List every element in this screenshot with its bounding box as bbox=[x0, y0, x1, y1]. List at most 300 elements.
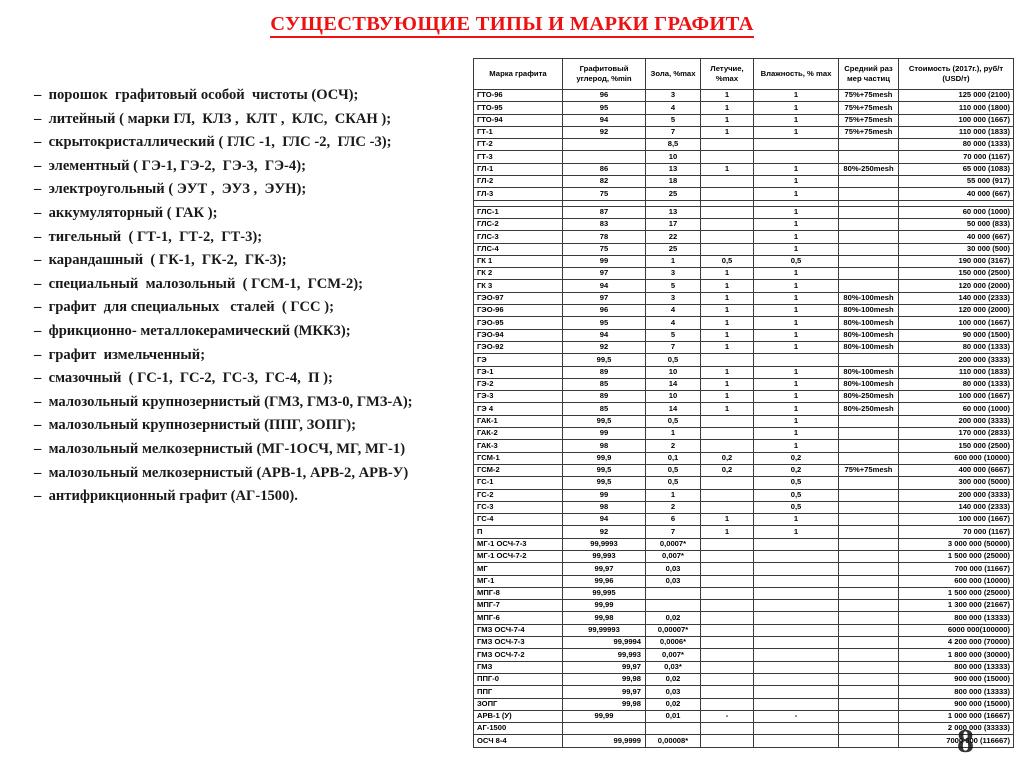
table-row[interactable] bbox=[474, 317, 1014, 329]
table-cell-vol bbox=[701, 624, 754, 636]
table-cell-size bbox=[839, 587, 899, 599]
table-cell-hum bbox=[754, 587, 839, 599]
table-cell-ash: 0,03 bbox=[646, 686, 701, 698]
table-cell-cost: 70 000 (1167) bbox=[899, 151, 1014, 163]
table-cell-cost: 3 000 000 (50000) bbox=[899, 538, 1014, 550]
table-cell-cost: 900 000 (15000) bbox=[899, 673, 1014, 685]
table-cell-carbon: 99,97 bbox=[563, 563, 646, 575]
table-cell-carbon: 99,9999 bbox=[563, 735, 646, 747]
table-cell-cost: 1 800 000 (30000) bbox=[899, 649, 1014, 661]
table-cell-ash: 7 bbox=[646, 341, 701, 353]
table-cell-vol bbox=[701, 176, 754, 188]
table-cell-cost: 110 000 (1833) bbox=[899, 366, 1014, 378]
table-cell-mark: ГСМ-1 bbox=[474, 452, 563, 464]
table-cell-size bbox=[839, 649, 899, 661]
table-cell-hum: 1 bbox=[754, 526, 839, 538]
table-cell-cost: 6000 000(100000) bbox=[899, 624, 1014, 636]
table-cell-cost: 120 000 (2000) bbox=[899, 280, 1014, 292]
table-cell-size: 80%-100mesh bbox=[839, 317, 899, 329]
table-cell-carbon: 99,9994 bbox=[563, 637, 646, 649]
table-cell-vol bbox=[701, 550, 754, 562]
table-cell-vol: - bbox=[701, 710, 754, 722]
table-row[interactable] bbox=[474, 673, 1014, 685]
table-cell-ash: 10 bbox=[646, 391, 701, 403]
table-row[interactable] bbox=[474, 477, 1014, 489]
table-cell-hum: 1 bbox=[754, 243, 839, 255]
table-cell-size bbox=[839, 624, 899, 636]
table-row[interactable] bbox=[474, 139, 1014, 151]
table-cell-carbon: 99 bbox=[563, 489, 646, 501]
graphite-types-list bbox=[34, 84, 462, 509]
table-row[interactable] bbox=[474, 90, 1014, 102]
table-cell-ash: 17 bbox=[646, 218, 701, 230]
table-cell-ash: 1 bbox=[646, 428, 701, 440]
table-row[interactable] bbox=[474, 428, 1014, 440]
table-row[interactable] bbox=[474, 649, 1014, 661]
table-cell-vol bbox=[701, 649, 754, 661]
table-cell-ash: 4 bbox=[646, 305, 701, 317]
table-column-header: Влажность, % max bbox=[754, 59, 839, 90]
graphite-type-item: – малозольный крупнозернистый (ГМЗ, ГМЗ-0, ГМЗ-А); bbox=[34, 393, 413, 410]
table-cell-ash: 0,03 bbox=[646, 575, 701, 587]
table-cell-carbon: 94 bbox=[563, 114, 646, 126]
table-cell-vol: 1 bbox=[701, 514, 754, 526]
table-cell-ash: 7 bbox=[646, 526, 701, 538]
table-cell-carbon: 78 bbox=[563, 231, 646, 243]
table-cell-mark: ГТ-2 bbox=[474, 139, 563, 151]
table-row[interactable] bbox=[474, 587, 1014, 599]
table-cell-vol bbox=[701, 243, 754, 255]
graphite-type-item: – карандашный ( ГК-1, ГК-2, ГК-3); bbox=[34, 252, 287, 269]
table-cell-mark: ГМЗ ОСЧ-7-2 bbox=[474, 649, 563, 661]
table-cell-hum: 1 bbox=[754, 514, 839, 526]
table-cell-size: 75%+75mesh bbox=[839, 102, 899, 114]
table-cell-ash: 22 bbox=[646, 231, 701, 243]
graphite-type-item: – малозольный мелкозернистый (МГ-1ОСЧ, МГ, МГ-1) bbox=[34, 440, 406, 457]
table-cell-cost: 300 000 (5000) bbox=[899, 477, 1014, 489]
table-cell-size: 75%+75mesh bbox=[839, 90, 899, 102]
graphite-type-item: – скрытокристаллический ( ГЛС -1, ГЛС -2, ГЛС -3); bbox=[34, 134, 392, 151]
table-cell-ash: 14 bbox=[646, 378, 701, 390]
table-row[interactable] bbox=[474, 188, 1014, 200]
table-cell-hum bbox=[754, 563, 839, 575]
table-row[interactable] bbox=[474, 600, 1014, 612]
table-cell-vol: 1 bbox=[701, 268, 754, 280]
table-cell-mark: ГЛС-1 bbox=[474, 206, 563, 218]
table-cell-ash: 5 bbox=[646, 114, 701, 126]
graphite-type-item: – тигельный ( ГТ-1, ГТ-2, ГТ-3); bbox=[34, 228, 263, 245]
table-cell-ash: 0,0006* bbox=[646, 637, 701, 649]
table-cell-size: 80%-100mesh bbox=[839, 366, 899, 378]
table-cell-carbon: 87 bbox=[563, 206, 646, 218]
table-row[interactable] bbox=[474, 341, 1014, 353]
table-cell-hum: 1 bbox=[754, 268, 839, 280]
table-cell-ash: 4 bbox=[646, 102, 701, 114]
table-cell-hum: 1 bbox=[754, 163, 839, 175]
table-cell-carbon bbox=[563, 139, 646, 151]
page-number-watermark: 8 bbox=[957, 723, 974, 760]
table-cell-hum: - bbox=[754, 710, 839, 722]
table-cell-mark: ГАК-2 bbox=[474, 428, 563, 440]
table-cell-ash: 13 bbox=[646, 163, 701, 175]
table-cell-vol bbox=[701, 415, 754, 427]
table-cell-cost: 4 200 000 (70000) bbox=[899, 637, 1014, 649]
table-column-header: Летучие, %max bbox=[701, 59, 754, 90]
table-cell-ash: 0,03* bbox=[646, 661, 701, 673]
table-row[interactable] bbox=[474, 698, 1014, 710]
table-row[interactable] bbox=[474, 378, 1014, 390]
table-cell-carbon: 92 bbox=[563, 526, 646, 538]
table-cell-ash: 14 bbox=[646, 403, 701, 415]
table-row[interactable] bbox=[474, 114, 1014, 126]
table-row[interactable] bbox=[474, 292, 1014, 304]
table-cell-carbon: 99,5 bbox=[563, 415, 646, 427]
table-row[interactable] bbox=[474, 366, 1014, 378]
graphite-grades-table bbox=[473, 58, 1014, 748]
table-cell-mark: МПГ-6 bbox=[474, 612, 563, 624]
table-cell-cost: 800 000 (13333) bbox=[899, 661, 1014, 673]
table-cell-vol: 1 bbox=[701, 403, 754, 415]
table-cell-mark: ГТ-1 bbox=[474, 126, 563, 138]
table-cell-vol: 1 bbox=[701, 163, 754, 175]
page-title bbox=[0, 13, 1024, 36]
table-cell-carbon: 97 bbox=[563, 268, 646, 280]
table-cell-hum: 1 bbox=[754, 231, 839, 243]
table-cell-mark: ГЭ-2 bbox=[474, 378, 563, 390]
table-row[interactable] bbox=[474, 723, 1014, 735]
table-cell-size bbox=[839, 514, 899, 526]
table-row[interactable] bbox=[474, 686, 1014, 698]
table-cell-hum bbox=[754, 673, 839, 685]
table-row[interactable] bbox=[474, 637, 1014, 649]
table-cell-carbon: 96 bbox=[563, 305, 646, 317]
table-cell-cost: 600 000 (10000) bbox=[899, 575, 1014, 587]
table-cell-vol: 1 bbox=[701, 114, 754, 126]
table-cell-carbon: 95 bbox=[563, 317, 646, 329]
table-row[interactable] bbox=[474, 415, 1014, 427]
table-column-header: Средний раз мер частиц bbox=[839, 59, 899, 90]
table-cell-size bbox=[839, 354, 899, 366]
table-cell-ash: 5 bbox=[646, 280, 701, 292]
table-row[interactable] bbox=[474, 440, 1014, 452]
table-cell-ash: 6 bbox=[646, 514, 701, 526]
table-cell-hum: 1 bbox=[754, 292, 839, 304]
table-cell-cost: 30 000 (500) bbox=[899, 243, 1014, 255]
table-cell-mark: ГЭ-3 bbox=[474, 391, 563, 403]
table-cell-size bbox=[839, 477, 899, 489]
table-cell-hum: 1 bbox=[754, 305, 839, 317]
table-cell-size bbox=[839, 723, 899, 735]
table-cell-size bbox=[839, 440, 899, 452]
table-cell-hum bbox=[754, 575, 839, 587]
table-cell-cost: 40 000 (667) bbox=[899, 231, 1014, 243]
table-cell-hum: 1 bbox=[754, 176, 839, 188]
table-cell-mark: ГМЗ ОСЧ-7-3 bbox=[474, 637, 563, 649]
table-cell-carbon: 97 bbox=[563, 292, 646, 304]
table-cell-ash: 0,007* bbox=[646, 550, 701, 562]
table-cell-hum: 1 bbox=[754, 341, 839, 353]
table-cell-cost: 200 000 (3333) bbox=[899, 415, 1014, 427]
table-cell-mark: ГЛС-3 bbox=[474, 231, 563, 243]
graphite-type-item: – малозольный мелкозернистый (АРВ-1, АРВ-2, АРВ-У) bbox=[34, 464, 409, 481]
table-row[interactable] bbox=[474, 268, 1014, 280]
table-row[interactable] bbox=[474, 563, 1014, 575]
table-cell-carbon: 99 bbox=[563, 255, 646, 267]
table-row[interactable] bbox=[474, 243, 1014, 255]
table-cell-ash: 3 bbox=[646, 292, 701, 304]
table-cell-hum bbox=[754, 612, 839, 624]
table-cell-carbon bbox=[563, 723, 646, 735]
table-row[interactable] bbox=[474, 126, 1014, 138]
table-cell-vol: 1 bbox=[701, 280, 754, 292]
table-cell-hum: 1 bbox=[754, 317, 839, 329]
graphite-type-item: – фрикционно- металлокерамический (МКК3); bbox=[34, 322, 351, 339]
table-cell-size bbox=[839, 415, 899, 427]
table-cell-mark: ГЭО-94 bbox=[474, 329, 563, 341]
table-row[interactable] bbox=[474, 231, 1014, 243]
table-row[interactable] bbox=[474, 624, 1014, 636]
table-row[interactable] bbox=[474, 206, 1014, 218]
table-cell-cost: 800 000 (13333) bbox=[899, 612, 1014, 624]
graphite-type-item: – смазочный ( ГС-1, ГС-2, ГС-3, ГС-4, П ); bbox=[34, 370, 333, 387]
table-cell-cost: 800 000 (13333) bbox=[899, 686, 1014, 698]
table-cell-ash: 13 bbox=[646, 206, 701, 218]
table-cell-size: 80%-100mesh bbox=[839, 292, 899, 304]
table-cell-carbon: 89 bbox=[563, 391, 646, 403]
table-cell-ash: 0,02 bbox=[646, 673, 701, 685]
table-cell-mark: ГЭО-95 bbox=[474, 317, 563, 329]
graphite-type-item: – электроугольный ( ЭУТ , ЭУЗ , ЭУН); bbox=[34, 181, 307, 198]
table-row[interactable] bbox=[474, 255, 1014, 267]
table-cell-ash: 25 bbox=[646, 243, 701, 255]
table-cell-carbon: 99,995 bbox=[563, 587, 646, 599]
table-cell-vol bbox=[701, 661, 754, 673]
table-cell-mark: МГ bbox=[474, 563, 563, 575]
graphite-type-item: – графит измельченный; bbox=[34, 346, 206, 363]
table-cell-carbon: 99,9 bbox=[563, 452, 646, 464]
table-row[interactable] bbox=[474, 151, 1014, 163]
table-cell-vol bbox=[701, 354, 754, 366]
table-cell-vol: 1 bbox=[701, 305, 754, 317]
table-cell-cost: 55 000 (917) bbox=[899, 176, 1014, 188]
table-row[interactable] bbox=[474, 452, 1014, 464]
table-cell-mark: ППГ-0 bbox=[474, 673, 563, 685]
table-cell-cost: 100 000 (1667) bbox=[899, 114, 1014, 126]
table-cell-ash: 0,5 bbox=[646, 464, 701, 476]
table-cell-carbon: 99,5 bbox=[563, 477, 646, 489]
table-cell-size bbox=[839, 710, 899, 722]
table-cell-ash: 0,1 bbox=[646, 452, 701, 464]
table-cell-hum bbox=[754, 735, 839, 747]
table-cell-size bbox=[839, 206, 899, 218]
table-cell-cost: 600 000 (10000) bbox=[899, 452, 1014, 464]
table-cell-size bbox=[839, 176, 899, 188]
table-cell-carbon: 86 bbox=[563, 163, 646, 175]
table-cell-size: 80%-100mesh bbox=[839, 341, 899, 353]
table-cell-hum bbox=[754, 649, 839, 661]
table-cell-cost: 900 000 (15000) bbox=[899, 698, 1014, 710]
table-cell-ash: 3 bbox=[646, 90, 701, 102]
table-row[interactable] bbox=[474, 403, 1014, 415]
table-cell-vol bbox=[701, 563, 754, 575]
table-cell-hum: 1 bbox=[754, 415, 839, 427]
table-row[interactable] bbox=[474, 218, 1014, 230]
table-cell-mark: МПГ-8 bbox=[474, 587, 563, 599]
table-cell-vol: 0,2 bbox=[701, 452, 754, 464]
table-cell-mark: ППГ bbox=[474, 686, 563, 698]
table-cell-vol bbox=[701, 477, 754, 489]
table-row[interactable] bbox=[474, 354, 1014, 366]
table-cell-mark: П bbox=[474, 526, 563, 538]
table-cell-cost: 2 000 000 (33333) bbox=[899, 723, 1014, 735]
table-cell-ash: 0,5 bbox=[646, 354, 701, 366]
table-cell-hum bbox=[754, 686, 839, 698]
table-row[interactable] bbox=[474, 526, 1014, 538]
table-header bbox=[474, 59, 1014, 90]
table-cell-size: 80%-250mesh bbox=[839, 391, 899, 403]
table-cell-cost: 50 000 (833) bbox=[899, 218, 1014, 230]
table-cell-vol bbox=[701, 575, 754, 587]
table-cell-cost: 110 000 (1833) bbox=[899, 126, 1014, 138]
table-cell-mark: ГЛС-4 bbox=[474, 243, 563, 255]
table-cell-hum: 1 bbox=[754, 126, 839, 138]
table-cell-size bbox=[839, 231, 899, 243]
table-cell-size bbox=[839, 735, 899, 747]
table-row[interactable] bbox=[474, 710, 1014, 722]
table-cell-mark: ГС-4 bbox=[474, 514, 563, 526]
table-cell-carbon: 85 bbox=[563, 378, 646, 390]
table-cell-cost: 100 000 (1667) bbox=[899, 317, 1014, 329]
table-cell-size: 80%-100mesh bbox=[839, 378, 899, 390]
table-cell-mark: ГЭО-97 bbox=[474, 292, 563, 304]
table-cell-ash: 0,01 bbox=[646, 710, 701, 722]
table-cell-mark: МГ-1 ОСЧ-7-2 bbox=[474, 550, 563, 562]
table-row[interactable] bbox=[474, 538, 1014, 550]
table-cell-carbon: 75 bbox=[563, 243, 646, 255]
table-row[interactable] bbox=[474, 612, 1014, 624]
graphite-grades-table-container bbox=[473, 58, 1013, 748]
table-cell-vol bbox=[701, 489, 754, 501]
table-cell-hum: 1 bbox=[754, 329, 839, 341]
table-row[interactable] bbox=[474, 464, 1014, 476]
table-cell-hum: 1 bbox=[754, 378, 839, 390]
table-cell-size bbox=[839, 280, 899, 292]
table-cell-mark: МГ-1 bbox=[474, 575, 563, 587]
table-row[interactable] bbox=[474, 514, 1014, 526]
table-cell-hum: 1 bbox=[754, 403, 839, 415]
graphite-type-item: – графит для специальных сталей ( ГСС ); bbox=[34, 299, 334, 316]
table-row[interactable] bbox=[474, 391, 1014, 403]
table-cell-vol: 1 bbox=[701, 366, 754, 378]
table-cell-vol bbox=[701, 218, 754, 230]
table-cell-ash: 0,03 bbox=[646, 563, 701, 575]
table-cell-cost: 80 000 (1333) bbox=[899, 341, 1014, 353]
table-cell-ash bbox=[646, 600, 701, 612]
table-cell-size bbox=[839, 563, 899, 575]
table-cell-cost: 60 000 (1000) bbox=[899, 206, 1014, 218]
graphite-type-item: – литейный ( марки ГЛ, КЛЗ , КЛТ , КЛС, СКАН ); bbox=[34, 110, 392, 127]
table-cell-hum bbox=[754, 600, 839, 612]
table-cell-vol bbox=[701, 735, 754, 747]
table-cell-carbon: 98 bbox=[563, 440, 646, 452]
table-cell-size bbox=[839, 255, 899, 267]
table-cell-carbon: 96 bbox=[563, 90, 646, 102]
table-cell-ash: 0,5 bbox=[646, 415, 701, 427]
table-cell-carbon: 99,993 bbox=[563, 649, 646, 661]
table-cell-carbon: 99,98 bbox=[563, 698, 646, 710]
table-cell-size: 75%+75mesh bbox=[839, 126, 899, 138]
table-cell-cost: 100 000 (1667) bbox=[899, 391, 1014, 403]
table-row[interactable] bbox=[474, 102, 1014, 114]
table-cell-cost: 1 300 000 (21667) bbox=[899, 600, 1014, 612]
table-cell-size bbox=[839, 268, 899, 280]
table-cell-vol bbox=[701, 637, 754, 649]
table-cell-mark: ГТО-95 bbox=[474, 102, 563, 114]
table-cell-vol: 1 bbox=[701, 292, 754, 304]
table-row[interactable] bbox=[474, 176, 1014, 188]
table-cell-hum bbox=[754, 550, 839, 562]
table-row[interactable] bbox=[474, 550, 1014, 562]
graphite-type-item: – порошок графитовый особой чистоты (ОСЧ); bbox=[34, 87, 359, 103]
table-cell-mark: МГ-1 ОСЧ-7-3 bbox=[474, 538, 563, 550]
table-cell-ash: 0,02 bbox=[646, 612, 701, 624]
table-cell-ash: 2 bbox=[646, 501, 701, 513]
table-row[interactable] bbox=[474, 489, 1014, 501]
table-row[interactable] bbox=[474, 735, 1014, 747]
table-cell-ash: 0,02 bbox=[646, 698, 701, 710]
table-cell-size bbox=[839, 698, 899, 710]
table-row[interactable] bbox=[474, 280, 1014, 292]
table-cell-size: 75%+75mesh bbox=[839, 114, 899, 126]
table-row[interactable] bbox=[474, 329, 1014, 341]
table-cell-cost: 700 000 (11667) bbox=[899, 563, 1014, 575]
table-row[interactable] bbox=[474, 661, 1014, 673]
table-cell-size bbox=[839, 218, 899, 230]
table-cell-mark: ГТ-3 bbox=[474, 151, 563, 163]
table-cell-size bbox=[839, 686, 899, 698]
table-cell-ash: 3 bbox=[646, 268, 701, 280]
table-cell-carbon: 89 bbox=[563, 366, 646, 378]
table-row[interactable] bbox=[474, 575, 1014, 587]
table-cell-size bbox=[839, 637, 899, 649]
table-cell-hum: 1 bbox=[754, 206, 839, 218]
table-cell-cost: 80 000 (1333) bbox=[899, 378, 1014, 390]
table-cell-size bbox=[839, 538, 899, 550]
table-cell-ash: 10 bbox=[646, 151, 701, 163]
table-cell-size bbox=[839, 139, 899, 151]
table-cell-mark: ГЛ-2 bbox=[474, 176, 563, 188]
table-row[interactable] bbox=[474, 163, 1014, 175]
table-cell-ash: 8,5 bbox=[646, 139, 701, 151]
table-cell-hum: 0,2 bbox=[754, 464, 839, 476]
table-row[interactable] bbox=[474, 501, 1014, 513]
table-cell-size bbox=[839, 612, 899, 624]
table-column-header: Марка графита bbox=[474, 59, 563, 90]
table-cell-vol bbox=[701, 686, 754, 698]
table-cell-cost: 200 000 (3333) bbox=[899, 354, 1014, 366]
table-cell-vol: 1 bbox=[701, 391, 754, 403]
graphite-type-item: – аккумуляторный ( ГАК ); bbox=[34, 204, 218, 221]
table-column-header: Стоимость (2017г.), руб/т (USD/т) bbox=[899, 59, 1014, 90]
table-row[interactable] bbox=[474, 305, 1014, 317]
table-cell-vol: 1 bbox=[701, 329, 754, 341]
table-cell-hum bbox=[754, 661, 839, 673]
table-cell-carbon: 99,97 bbox=[563, 686, 646, 698]
table-cell-vol: 1 bbox=[701, 126, 754, 138]
graphite-type-item: – малозольный крупнозернистый (ППГ, ЗОПГ); bbox=[34, 417, 357, 434]
table-cell-size: 80%-250mesh bbox=[839, 163, 899, 175]
table-cell-ash: 5 bbox=[646, 329, 701, 341]
